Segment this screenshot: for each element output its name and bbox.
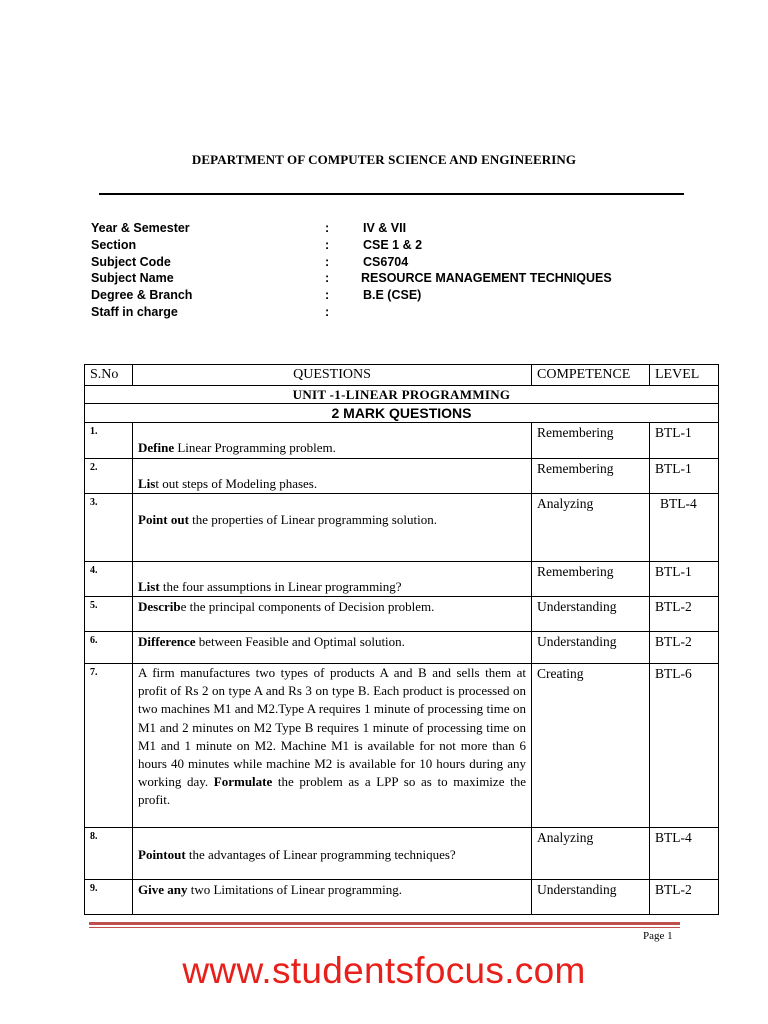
info-colon: : (325, 254, 330, 269)
row-question (133, 562, 532, 597)
info-value: IV & VII (363, 221, 407, 235)
header-questions: QUESTIONS (133, 365, 532, 386)
info-label: Subject Name (91, 271, 174, 286)
question-text: the four assumptions in Linear programming? (159, 579, 402, 594)
row-level: BTL-2 (650, 632, 719, 664)
row-sno: 6. (85, 632, 133, 664)
row-sno: 7. (85, 664, 133, 828)
header-level: LEVEL (650, 365, 719, 386)
row-sno: 3. (85, 494, 133, 562)
section-row (85, 404, 719, 423)
department-title: DEPARTMENT OF COMPUTER SCIENCE AND ENGINEERING (191, 152, 577, 167)
row-level: BTL-1 (650, 562, 719, 597)
watermark-url: www.studentsfocus.com (182, 950, 586, 991)
row-sno: 5. (85, 597, 133, 632)
row-question (133, 828, 532, 880)
row-sno: 4. (85, 562, 133, 597)
table-row (85, 597, 719, 632)
question-text: the properties of Linear programming solution. (188, 512, 437, 527)
row-competence: Remembering (532, 423, 650, 459)
row-competence: Remembering (532, 562, 650, 597)
row-sno: 1. (85, 423, 133, 459)
info-row-year (91, 220, 711, 237)
info-colon: : (325, 221, 330, 235)
info-label: Subject Code (91, 254, 171, 269)
title-divider (99, 193, 684, 195)
table-row (85, 828, 719, 880)
question-text: Linear Programming problem. (174, 440, 336, 455)
row-level: BTL-4 (650, 828, 719, 880)
header-sno: S.No (85, 365, 133, 386)
footer-rule-thick (89, 922, 680, 925)
table-row (85, 664, 719, 828)
info-row-subject-name (91, 270, 711, 287)
info-value: CSE 1 & 2 (363, 237, 423, 252)
row-question (133, 664, 532, 828)
row-competence: Creating (532, 664, 650, 828)
table-row (85, 459, 719, 494)
question-keyword: Give any (138, 882, 188, 897)
section-title: 2 MARK QUESTIONS (85, 404, 719, 423)
table-row (85, 632, 719, 664)
info-row-staff (91, 304, 711, 321)
question-keyword: Formulate (213, 774, 273, 790)
question-keyword: List (138, 579, 160, 594)
row-level: BTL-2 (650, 880, 719, 915)
table-row (85, 562, 719, 597)
row-sno: 2. (85, 459, 133, 494)
row-competence: Analyzing (532, 828, 650, 880)
question-text: A firm manufactures two types of products A and B and sells them at profit of Rs 2 on type A and Rs 3 on type B. Each product is processed on two machines M1 and M2.Type A requires 1 minute of processing time on M1 and 2 minutes on M2 Type B requires 1 minute of processing time on M1 and 1 minute on M2. Machine M1 is available for not more than 6 hours 40 minutes while machine M2 is available for 10 hours during any working day. (138, 665, 526, 790)
question-text: the advantages of Linear programming techniques? (185, 847, 456, 862)
info-colon: : (325, 271, 330, 286)
table-header-row (85, 365, 719, 386)
row-sno: 8. (85, 828, 133, 880)
question-text: two Limitations of Linear programming. (187, 882, 402, 897)
row-level: BTL-1 (650, 459, 719, 494)
row-question (133, 459, 532, 494)
question-text: the problem as a LPP so as to maximize the profit. (138, 774, 526, 808)
unit-title: UNIT -1-LINEAR PROGRAMMING (85, 386, 719, 404)
info-row-subject-code (91, 254, 711, 271)
row-competence: Understanding (532, 597, 650, 632)
table-row (85, 494, 719, 562)
row-question (133, 423, 532, 459)
questions-table (84, 364, 719, 915)
info-value: RESOURCE MANAGEMENT TECHNIQUES (361, 271, 612, 286)
row-question (133, 494, 532, 562)
row-competence: Analyzing (532, 494, 650, 562)
row-question (133, 597, 532, 632)
course-info (91, 220, 711, 321)
info-row-degree (91, 287, 711, 304)
question-text: between Feasible and Optimal solution. (195, 634, 405, 649)
question-text: t out steps of Modeling phases. (155, 476, 318, 491)
row-level: BTL-4 (650, 494, 719, 562)
row-level: BTL-1 (650, 423, 719, 459)
info-value: B.E (CSE) (363, 288, 422, 303)
info-value: CS6704 (363, 254, 409, 269)
info-colon: : (325, 288, 330, 303)
info-row-section (91, 237, 711, 254)
question-keyword: Describ (138, 599, 181, 614)
question-text: e the principal components of Decision problem. (180, 599, 435, 614)
question-keyword: Difference (138, 634, 196, 649)
question-keyword: Lis (138, 476, 156, 491)
footer-rule-thin (89, 927, 680, 928)
question-keyword: Define (138, 440, 175, 455)
row-competence: Understanding (532, 632, 650, 664)
info-label: Section (91, 237, 137, 252)
info-label: Staff in charge (91, 304, 178, 319)
page-number: Page 1 (643, 930, 673, 942)
row-question (133, 880, 532, 915)
row-competence: Remembering (532, 459, 650, 494)
info-label: Year & Semester (91, 221, 190, 235)
row-sno: 9. (85, 880, 133, 915)
unit-row (85, 386, 719, 404)
info-colon: : (325, 237, 330, 252)
row-competence: Understanding (532, 880, 650, 915)
header-competence: COMPETENCE (532, 365, 650, 386)
question-keyword: Pointout (138, 847, 186, 862)
row-level: BTL-2 (650, 597, 719, 632)
info-label: Degree & Branch (91, 288, 193, 303)
row-level: BTL-6 (650, 664, 719, 828)
question-keyword: Point out (138, 512, 189, 527)
table-row (85, 423, 719, 459)
info-colon: : (325, 304, 330, 319)
row-question (133, 632, 532, 664)
table-row (85, 880, 719, 915)
